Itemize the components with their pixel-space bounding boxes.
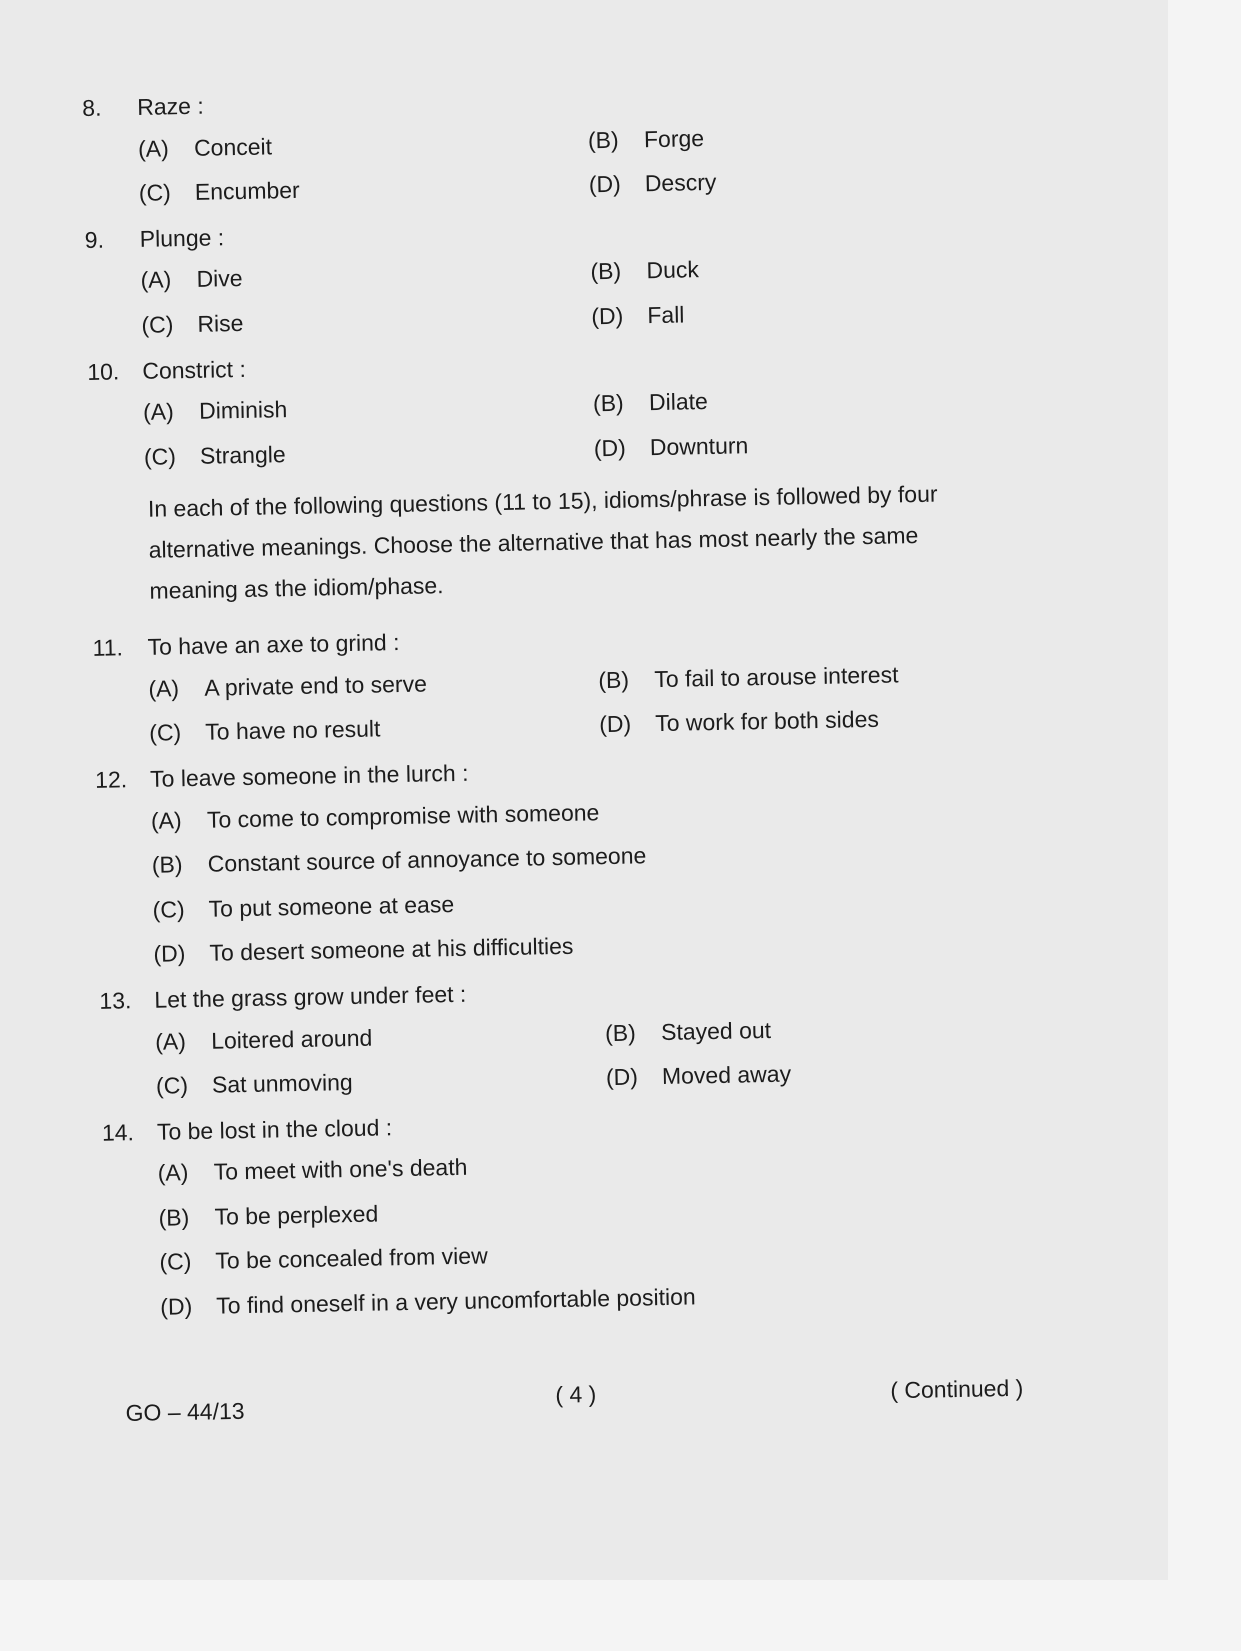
option-a (143, 390, 593, 426)
option-b (598, 658, 1048, 694)
option-letter: (A) (154, 1027, 187, 1055)
option-text: A private end to serve (204, 670, 428, 701)
option-a (140, 259, 590, 295)
option-text: Loitered around (210, 1024, 373, 1054)
question-text: To have an axe to grind : (147, 629, 400, 660)
option-letter: (B) (158, 1204, 190, 1231)
page-number: ( 4 ) (555, 1380, 597, 1408)
option-text: Encumber (194, 177, 300, 206)
question-11 (92, 617, 1054, 749)
question-number: 13. (99, 987, 132, 1014)
option-text: To find oneself in a very uncomfortable position (216, 1283, 696, 1319)
question-14 (102, 1101, 1066, 1322)
question-text: To be lost in the cloud : (156, 1113, 393, 1145)
option-text: To put someone at ease (208, 890, 455, 922)
option-text: To meet with one's death (213, 1154, 468, 1185)
option-letter: (A) (150, 806, 182, 834)
option-letter: (C) (141, 311, 174, 338)
option-d (589, 163, 1039, 199)
option-letter: (A) (140, 266, 172, 294)
option-letter: (A) (137, 134, 169, 162)
option-text: To work for both sides (654, 706, 880, 737)
option-letter: (A) (148, 674, 180, 702)
option-b (590, 250, 1040, 286)
option-letter: (D) (588, 170, 621, 198)
option-letter: (D) (160, 1293, 193, 1320)
option-text: Duck (646, 256, 700, 284)
option-b (152, 835, 1057, 880)
continued-label: ( Continued ) (890, 1374, 1024, 1404)
option-d (160, 1276, 1065, 1321)
option-b (605, 1011, 1055, 1047)
question-text: Plunge : (139, 224, 225, 252)
option-text: Moved away (661, 1060, 792, 1090)
question-text: Let the grass grow under feet : (154, 980, 467, 1013)
scan-margin-right (1168, 0, 1241, 1651)
option-a (138, 127, 588, 163)
option-a (148, 667, 598, 703)
question-text: To leave someone in the lurch : (149, 759, 469, 792)
option-text: Downturn (649, 432, 749, 460)
option-d (594, 426, 1044, 462)
questions-area (82, 77, 1066, 1341)
option-text: Strangle (199, 440, 286, 469)
option-letter: (B) (592, 389, 624, 417)
option-text: Descry (644, 169, 717, 197)
option-letter: (A) (142, 398, 175, 426)
option-b (593, 382, 1043, 418)
option-letter: (B) (587, 126, 619, 153)
question-text: Raze : (136, 92, 204, 120)
option-a (157, 1143, 1062, 1188)
option-text: Fall (647, 301, 685, 329)
option-c (152, 879, 1057, 924)
question-number: 10. (87, 357, 120, 385)
option-letter: (A) (157, 1159, 189, 1187)
option-b (158, 1187, 1063, 1232)
option-d (591, 295, 1041, 331)
option-letter: (C) (155, 1072, 189, 1099)
option-text: To desert someone at his difficulties (209, 933, 574, 967)
option-c (144, 435, 594, 471)
paper-code: GO – 44/13 (125, 1397, 245, 1426)
option-a (151, 790, 1056, 835)
option-letter: (D) (153, 940, 186, 968)
question-number: 14. (101, 1118, 135, 1146)
option-c (156, 1064, 606, 1100)
option-text: To be perplexed (214, 1200, 379, 1230)
question-12 (95, 748, 1059, 969)
option-letter: (B) (604, 1019, 637, 1046)
option-d (153, 924, 1058, 969)
option-letter: (D) (598, 710, 632, 738)
question-13 (99, 969, 1061, 1101)
option-text: Stayed out (660, 1016, 772, 1045)
option-letter: (B) (598, 666, 630, 693)
option-letter: (D) (591, 302, 624, 330)
option-text: Sat unmoving (211, 1069, 353, 1098)
option-c (159, 1232, 1064, 1277)
option-letter: (D) (605, 1063, 639, 1091)
option-b (588, 118, 1038, 154)
question-10 (87, 340, 1049, 472)
question-number: 9. (84, 226, 105, 253)
option-letter: (C) (138, 179, 172, 207)
question-number: 8. (82, 94, 102, 121)
option-text: Dive (196, 265, 243, 293)
question-number: 11. (92, 634, 124, 662)
option-d (606, 1056, 1056, 1092)
option-text: To fail to arouse interest (654, 661, 899, 692)
option-text: To be concealed from view (215, 1242, 488, 1275)
option-letter: (C) (152, 895, 185, 923)
option-text: Diminish (198, 396, 288, 424)
option-text: Forge (643, 124, 705, 152)
question-number: 12. (94, 766, 128, 793)
scan-margin-bottom (0, 1580, 1168, 1651)
option-letter: (C) (159, 1248, 192, 1276)
option-letter: (C) (143, 443, 177, 470)
option-letter: (B) (590, 258, 622, 285)
option-c (149, 712, 599, 748)
option-text: To have no result (205, 715, 381, 746)
option-text: To come to compromise with someone (206, 798, 600, 833)
option-c (139, 171, 589, 207)
option-letter: (B) (151, 851, 183, 878)
option-letter: (D) (593, 434, 627, 461)
question-8 (82, 77, 1044, 209)
option-d (599, 703, 1049, 739)
option-text: Rise (197, 309, 244, 337)
option-text: Dilate (648, 388, 709, 416)
question-text: Constrict : (142, 355, 247, 384)
option-text: Conceit (193, 132, 273, 161)
section-instructions: In each of the following questions (11 to 15), idioms/phrase is followed by four alternative meanings. Choose the alternative that has most nearly the same meaning as the idiom/phase. (147, 480, 938, 605)
option-letter: (C) (149, 719, 182, 747)
question-9 (85, 208, 1047, 340)
option-c (141, 303, 591, 339)
option-text: Constant source of annoyance to someone (207, 842, 647, 877)
option-a (155, 1020, 605, 1056)
